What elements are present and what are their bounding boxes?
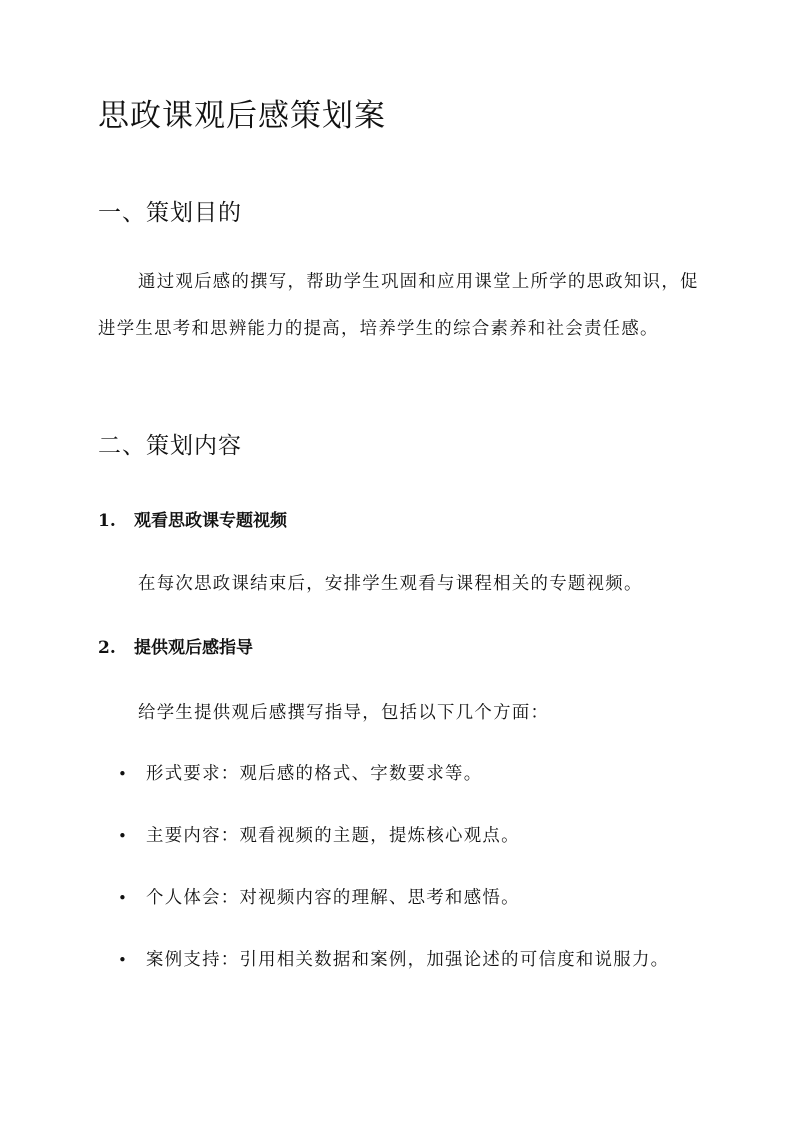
subheading-watch-video bbox=[98, 508, 287, 534]
document-title: 思政课观后感策划案 bbox=[98, 98, 386, 134]
subheading-number: 1. bbox=[98, 511, 116, 531]
subheading-guidance bbox=[98, 635, 253, 661]
list-item-main-content bbox=[118, 810, 706, 863]
list-item-format bbox=[118, 748, 706, 801]
subheading-label: 提供观后感指导 bbox=[134, 638, 253, 658]
list-item-case-support bbox=[118, 934, 706, 987]
list-item-personal-experience bbox=[118, 872, 706, 925]
list-item-text: 形式要求：观后感的格式、字数要求等。 bbox=[146, 764, 483, 784]
section-heading-purpose: 一、策划目的 bbox=[98, 200, 242, 226]
bullet-icon: • bbox=[118, 951, 129, 969]
subheading-number: 2. bbox=[98, 638, 116, 658]
guidance-paragraph: 给学生提供观后感撰写指导，包括以下几个方面： bbox=[138, 703, 550, 723]
bullet-icon: • bbox=[118, 765, 129, 783]
bullet-icon: • bbox=[118, 889, 129, 907]
list-item-text: 个人体会：对视频内容的理解、思考和感悟。 bbox=[146, 888, 520, 908]
list-item-text: 案例支持：引用相关数据和案例，加强论述的可信度和说服力。 bbox=[146, 950, 670, 970]
watch-video-paragraph: 在每次思政课结束后，安排学生观看与课程相关的专题视频。 bbox=[138, 574, 643, 594]
section-heading-content: 二、策划内容 bbox=[98, 433, 242, 459]
purpose-paragraph: 通过观后感的撰写，帮助学生巩固和应用课堂上所学的思政知识，促进学生思考和思辨能力的提高，培养学生的综合素养和社会责任感。 bbox=[98, 272, 699, 339]
subheading-label: 观看思政课专题视频 bbox=[134, 511, 287, 531]
list-item-text: 主要内容：观看视频的主题，提炼核心观点。 bbox=[146, 826, 520, 846]
bullet-icon: • bbox=[118, 827, 129, 845]
